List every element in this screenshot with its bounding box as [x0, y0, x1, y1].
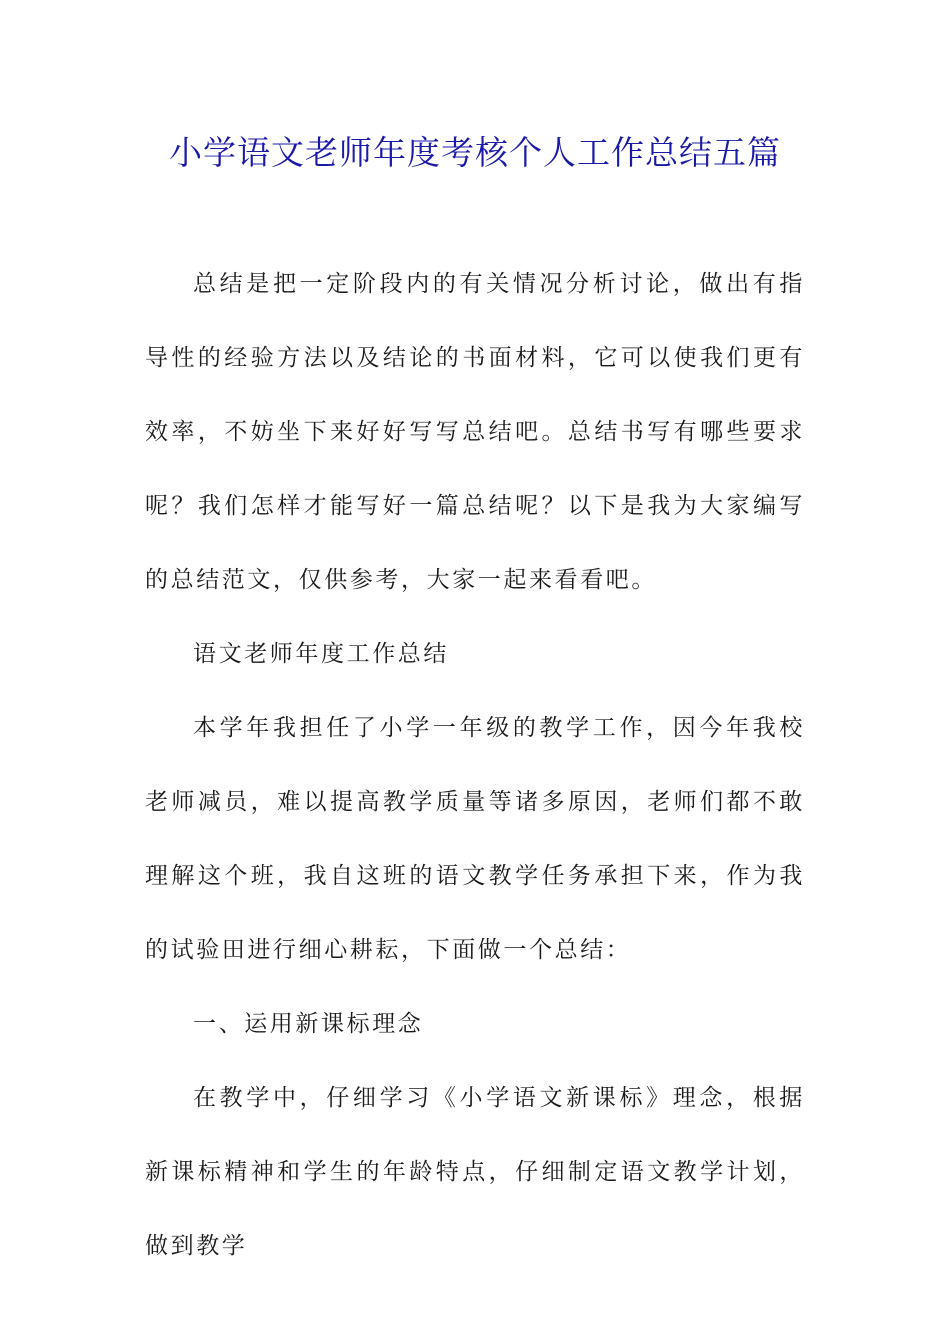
heading-1: 一、运用新课标理念 [193, 1011, 424, 1037]
document-title: 小学语文老师年度考核个人工作总结五篇 [169, 133, 781, 172]
paragraph-1: 本学年我担任了小学一年级的教学工作，因今年我校老师减员，难以提高教学质量等诸多原因，老师们都不敢理解这个班，我自这班的语文教学任务承担下来，作为我的试验田进行细心耕耘，下面做一个总结： [145, 715, 805, 963]
paragraph-2: 在教学中，仔细学习《小学语文新课标》理念，根据新课标精神和学生的年龄特点，仔细制定语文教学计划，做到教学 [145, 1085, 805, 1259]
section-title: 语文老师年度工作总结 [193, 641, 449, 667]
intro-paragraph: 总结是把一定阶段内的有关情况分析讨论，做出有指导性的经验方法以及结论的书面材料，它可以使我们更有效率，不妨坐下来好好写写总结吧。总结书写有哪些要求呢？我们怎样才能写好一篇总结呢？以下是我为大家编写的总结范文，仅供参考，大家一起来看看吧。 [145, 271, 805, 593]
